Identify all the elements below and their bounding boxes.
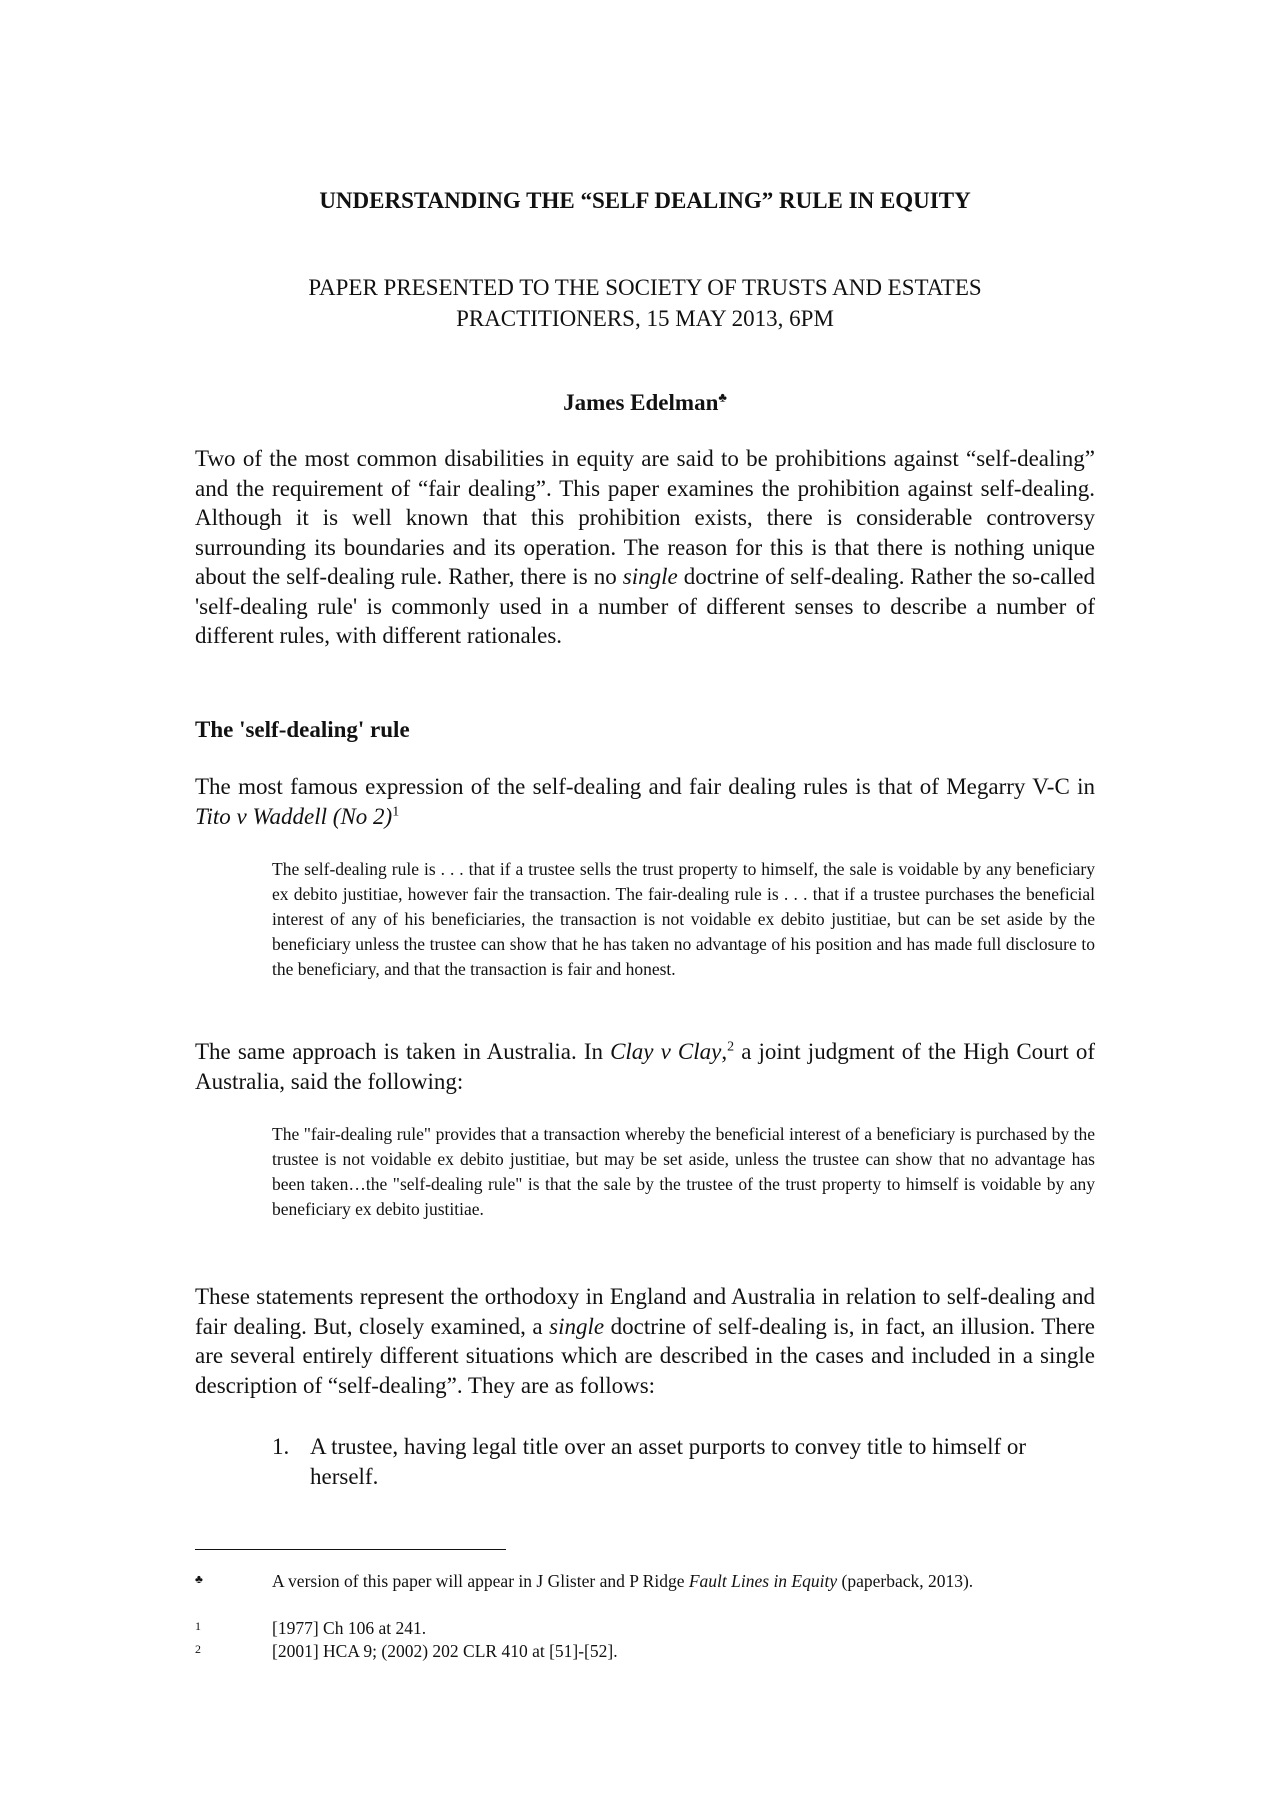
para4-text-2: doctrine of self-dealing is, in fact, an illusion. There are several entirely different situations which are described in the cases and included in a single description of “self-dealing”. They are as follows: xyxy=(195,1313,1095,1398)
paper-subtitle xyxy=(195,272,1095,334)
list-text: A trustee, having legal title over an asset purports to convey title to himself or herself. xyxy=(310,1434,1027,1489)
paragraph-4 xyxy=(195,1282,1095,1400)
footnote-number: 1 xyxy=(195,1619,201,1633)
intro-paragraph xyxy=(195,444,1095,651)
paragraph-2 xyxy=(195,772,1095,831)
section-heading: The 'self-dealing' rule xyxy=(195,717,410,742)
para3-comma: , xyxy=(721,1039,728,1064)
subtitle-line-1: PAPER PRESENTED TO THE SOCIETY OF TRUSTS AND ESTATES xyxy=(308,275,982,300)
footnote-book-title: Fault Lines in Equity xyxy=(688,1571,838,1591)
para4-italic: single xyxy=(549,1313,605,1339)
para3-text-1: The same approach is taken in Australia. In xyxy=(195,1039,611,1064)
block-quote-1: The self-dealing rule is . . . that if a trustee sells the trust property to himself, the sale is voidable by any beneficiary ex debito justitiae, however fair the transaction. The fair-dealing rule is . . . that if a trustee purchases the beneficial interest of any of his beneficiaries, the transaction is not voidable ex debito justitiae, but can be set aside by the beneficiary unless the trustee can show that he has taken no advantage of his position and has made full disclosure to the beneficiary, and that the transaction is fair and honest. xyxy=(272,859,1095,979)
para3-case-name: Clay v Clay xyxy=(610,1039,722,1064)
list-number: 1. xyxy=(272,1434,290,1459)
list-item xyxy=(272,1432,1095,1491)
footnote-ref-1[interactable]: 1 xyxy=(392,803,400,819)
block-quote-2: The "fair-dealing rule" provides that a transaction whereby the beneficial interest of a beneficiary is purchased by the trustee is not voidable ex debito justitiae, but may be set aside, unless the trustee can show that no advantage has been taken…the "self-dealing rule" is that the sale by the trustee of the trust property to himself is voidable by any beneficiary ex debito justitiae. xyxy=(272,1124,1095,1219)
subtitle-line-2: PRACTITIONERS, 15 MAY 2013, 6PM xyxy=(456,306,834,331)
para4-text-1: These statements represent the orthodoxy in England and Australia in relation to self-dealing and fair dealing. But, closely examined, a xyxy=(195,1284,1095,1339)
para3-text-2: a joint judgment of the High Court of Australia, said the following: xyxy=(195,1039,1095,1094)
club-icon: ♣ xyxy=(195,1572,203,1586)
footnote-ref-2[interactable]: 2 xyxy=(727,1039,735,1055)
footnote-text xyxy=(272,1570,1095,1593)
footnote-text: [2001] HCA 9; (2002) 202 CLR 410 at [51]-[52]. xyxy=(272,1641,618,1661)
footnote-author xyxy=(195,1570,1095,1593)
paragraph-3 xyxy=(195,1037,1095,1096)
intro-text-1: Two of the most common disabilities in equity are said to be prohibitions against “self-dealing” and the requirement of “fair dealing”. This paper examines the prohibition against self-dealing. Although it is well known that this prohibition exists, there is considerable controversy surrounding its boundaries and its operation. The reason for this is that there is nothing unique about the self-dealing rule. Rather, there is no xyxy=(195,446,1095,589)
footnote-text-after: (paperback, 2013). xyxy=(837,1571,974,1591)
intro-text-2: doctrine of self-dealing. Rather the so-called 'self-dealing rule' is commonly used in a number of different senses to describe a number of different rules, with different rationales. xyxy=(195,564,1095,648)
footnote-1 xyxy=(195,1617,1095,1640)
paper-title: UNDERSTANDING THE “SELF DEALING” RULE IN EQUITY xyxy=(319,188,971,213)
para2-text: The most famous expression of the self-dealing and fair dealing rules is that of Megarry V-C in xyxy=(195,774,1095,799)
footnote-divider xyxy=(195,1549,506,1550)
author-line xyxy=(195,388,1095,418)
author-name: James Edelman xyxy=(563,390,719,415)
club-icon: ♣ xyxy=(718,389,727,405)
footnote-text: [1977] Ch 106 at 241. xyxy=(272,1618,427,1638)
footnote-number: 2 xyxy=(195,1642,201,1656)
para2-case-name: Tito v Waddell (No 2) xyxy=(195,803,393,829)
intro-italic: single xyxy=(622,564,678,589)
footnote-text-before: A version of this paper will appear in J Glister and P Ridge xyxy=(272,1571,689,1591)
footnote-2 xyxy=(195,1640,1095,1663)
